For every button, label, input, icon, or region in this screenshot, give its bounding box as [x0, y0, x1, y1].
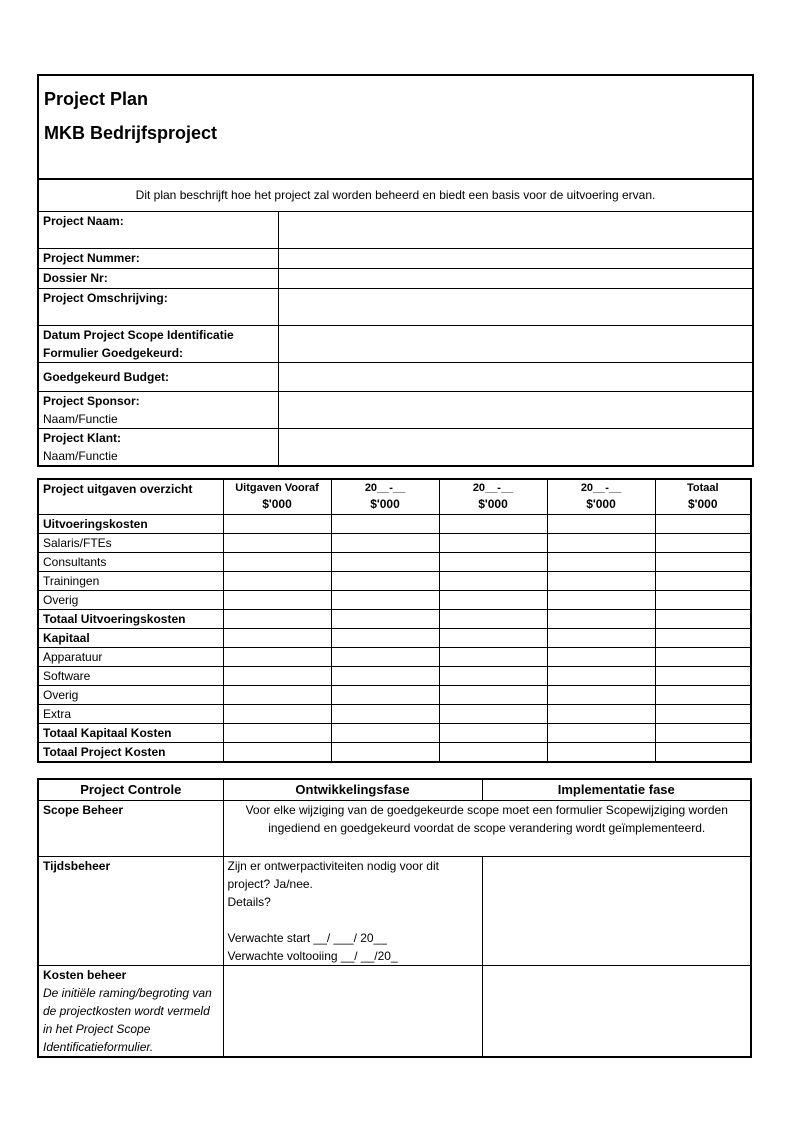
expense-row-label: Totaal Project Kosten [38, 742, 223, 762]
expense-cell[interactable] [223, 723, 331, 742]
expense-cell[interactable] [223, 742, 331, 762]
field-goedgekeurd-budget[interactable] [278, 363, 753, 392]
expense-cell[interactable] [547, 723, 655, 742]
page-title: Project Plan [44, 89, 149, 109]
field-project-nummer[interactable] [278, 249, 753, 269]
cost-development-cell[interactable] [223, 966, 482, 1058]
col-year-1: 20__-__ $'000 [331, 479, 439, 514]
label-project-sponsor: Project Sponsor: Naam/Functie [38, 392, 278, 429]
col-year-2: 20__-__ $'000 [439, 479, 547, 514]
label-project-klant: Project Klant: Naam/Functie [38, 429, 278, 467]
scope-text: Voor elke wijziging van de goedgekeurde scope moet een formulier Scopewijziging worden ingediend en goedgekeurd voordat de scope verandering wordt geïmplementeerd. [223, 801, 751, 857]
expense-cell[interactable] [547, 552, 655, 571]
plan-description: Dit plan beschrijft hoe het project zal worden beheerd en biedt een basis voor de uitvoering ervan. [38, 179, 753, 212]
expense-cell[interactable] [439, 590, 547, 609]
expense-cell[interactable] [331, 723, 439, 742]
expense-cell[interactable] [655, 666, 751, 685]
expenses-title: Project uitgaven overzicht [38, 479, 223, 514]
expense-row [38, 590, 751, 609]
time-expected-start: Verwachte start __/ ___/ 20__ [227, 931, 387, 945]
project-control-table [37, 778, 752, 1058]
time-question: Zijn er ontwerpactiviteiten nodig voor dit project? Ja/nee. [227, 859, 439, 891]
expense-cell[interactable] [223, 647, 331, 666]
plan-header [38, 75, 753, 179]
page-subtitle: MKB Bedrijfsproject [44, 123, 218, 143]
expense-row-label: Kapitaal [38, 628, 223, 647]
expense-row [38, 704, 751, 723]
expense-cell[interactable] [223, 590, 331, 609]
expense-cell[interactable] [331, 590, 439, 609]
expense-cell[interactable] [223, 666, 331, 685]
field-project-sponsor[interactable] [278, 392, 753, 429]
expense-cell[interactable] [331, 666, 439, 685]
expense-cell[interactable] [547, 590, 655, 609]
expense-cell[interactable] [223, 685, 331, 704]
expense-row-label: Uitvoeringskosten [38, 514, 223, 533]
field-dossier-nr[interactable] [278, 269, 753, 289]
expense-cell[interactable] [655, 533, 751, 552]
expense-row-label: Apparatuur [38, 647, 223, 666]
label-dossier-nr: Dossier Nr: [38, 269, 278, 289]
expense-cell[interactable] [223, 704, 331, 723]
expense-cell[interactable] [331, 685, 439, 704]
time-label: Tijdsbeheer [38, 857, 223, 966]
implementation-col-header: Implementatie fase [482, 779, 751, 801]
expense-cell[interactable] [655, 552, 751, 571]
expense-cell[interactable] [439, 723, 547, 742]
label-project-nummer: Project Nummer: [38, 249, 278, 269]
expense-cell[interactable] [439, 685, 547, 704]
expense-cell[interactable] [655, 590, 751, 609]
expense-cell[interactable] [223, 552, 331, 571]
expense-cell[interactable] [331, 609, 439, 628]
expense-cell[interactable] [223, 609, 331, 628]
expense-cell[interactable] [547, 685, 655, 704]
expenses-rows [38, 514, 751, 762]
project-info-table [37, 74, 754, 467]
expense-cell[interactable] [655, 704, 751, 723]
time-expected-end: Verwachte voltooiing __/ __/20_ [227, 949, 398, 963]
expense-cell[interactable] [547, 571, 655, 590]
expense-cell[interactable] [547, 666, 655, 685]
time-details: Details? [227, 895, 271, 909]
expense-cell[interactable] [439, 552, 547, 571]
expense-row [38, 514, 751, 533]
expense-row [38, 647, 751, 666]
expense-cell[interactable] [439, 514, 547, 533]
expense-cell[interactable] [331, 704, 439, 723]
expense-cell[interactable] [439, 704, 547, 723]
expense-cell[interactable] [223, 533, 331, 552]
expense-cell[interactable] [547, 514, 655, 533]
expense-cell[interactable] [439, 533, 547, 552]
expense-row-label: Software [38, 666, 223, 685]
expense-row-label: Totaal Kapitaal Kosten [38, 723, 223, 742]
expense-cell[interactable] [547, 647, 655, 666]
expense-cell[interactable] [655, 742, 751, 762]
expense-cell[interactable] [439, 628, 547, 647]
expense-cell[interactable] [655, 723, 751, 742]
expense-row-label: Totaal Uitvoeringskosten [38, 609, 223, 628]
cost-note: De initiële raming/begroting van de projectkosten wordt vermeld in het Project Scope Identificatieformulier. [43, 986, 212, 1054]
label-goedgekeurd-budget: Goedgekeurd Budget: [38, 363, 278, 392]
expense-cell[interactable] [547, 628, 655, 647]
expense-cell[interactable] [655, 628, 751, 647]
expense-cell[interactable] [439, 742, 547, 762]
cost-label: Kosten beheer [43, 968, 127, 982]
control-col-header: Project Controle [38, 779, 223, 801]
expense-row-label: Consultants [38, 552, 223, 571]
label-project-omschrijving: Project Omschrijving: [38, 289, 278, 326]
col-totaal: Totaal $'000 [655, 479, 751, 514]
expense-cell[interactable] [331, 742, 439, 762]
expense-cell[interactable] [439, 666, 547, 685]
expense-row-label: Overig [38, 685, 223, 704]
expense-row [38, 533, 751, 552]
expense-row-label: Overig [38, 590, 223, 609]
field-project-omschrijving[interactable] [278, 289, 753, 326]
expense-row [38, 666, 751, 685]
scope-label: Scope Beheer [38, 801, 223, 857]
expense-row-label: Extra [38, 704, 223, 723]
expense-cell[interactable] [331, 533, 439, 552]
field-datum-goedgekeurd[interactable] [278, 326, 753, 363]
expense-cell[interactable] [547, 609, 655, 628]
expense-cell[interactable] [439, 647, 547, 666]
expense-cell[interactable] [655, 647, 751, 666]
time-implementation-cell[interactable] [482, 857, 751, 966]
label-project-naam: Project Naam: [38, 212, 278, 249]
expense-row [38, 628, 751, 647]
expense-cell[interactable] [655, 609, 751, 628]
expense-cell[interactable] [655, 571, 751, 590]
time-development-cell[interactable] [223, 857, 482, 966]
expense-cell[interactable] [223, 571, 331, 590]
expense-cell[interactable] [655, 514, 751, 533]
expense-cell[interactable] [547, 704, 655, 723]
cost-implementation-cell[interactable] [482, 966, 751, 1058]
expense-cell[interactable] [655, 685, 751, 704]
expense-cell[interactable] [439, 609, 547, 628]
expense-cell[interactable] [223, 514, 331, 533]
label-datum-goedgekeurd: Datum Project Scope Identificatie Formulier Goedgekeurd: [38, 326, 278, 363]
expense-row [38, 742, 751, 762]
col-year-3: 20__-__ $'000 [547, 479, 655, 514]
cost-label-cell [38, 966, 223, 1058]
field-project-klant[interactable] [278, 429, 753, 467]
expense-cell[interactable] [331, 514, 439, 533]
expense-row-label: Trainingen [38, 571, 223, 590]
expense-cell[interactable] [547, 742, 655, 762]
expense-cell[interactable] [331, 628, 439, 647]
col-uitgaven-vooraf: Uitgaven Vooraf $'000 [223, 479, 331, 514]
development-col-header: Ontwikkelingsfase [223, 779, 482, 801]
expenses-table [37, 478, 752, 763]
expense-cell[interactable] [439, 571, 547, 590]
expense-row [38, 723, 751, 742]
expense-row [38, 552, 751, 571]
expense-cell[interactable] [331, 571, 439, 590]
expense-cell[interactable] [331, 552, 439, 571]
field-project-naam[interactable] [278, 212, 753, 249]
expense-row-label: Salaris/FTEs [38, 533, 223, 552]
expense-cell[interactable] [331, 647, 439, 666]
expense-row [38, 609, 751, 628]
expense-row [38, 571, 751, 590]
expense-cell[interactable] [547, 533, 655, 552]
expense-cell[interactable] [223, 628, 331, 647]
expense-row [38, 685, 751, 704]
